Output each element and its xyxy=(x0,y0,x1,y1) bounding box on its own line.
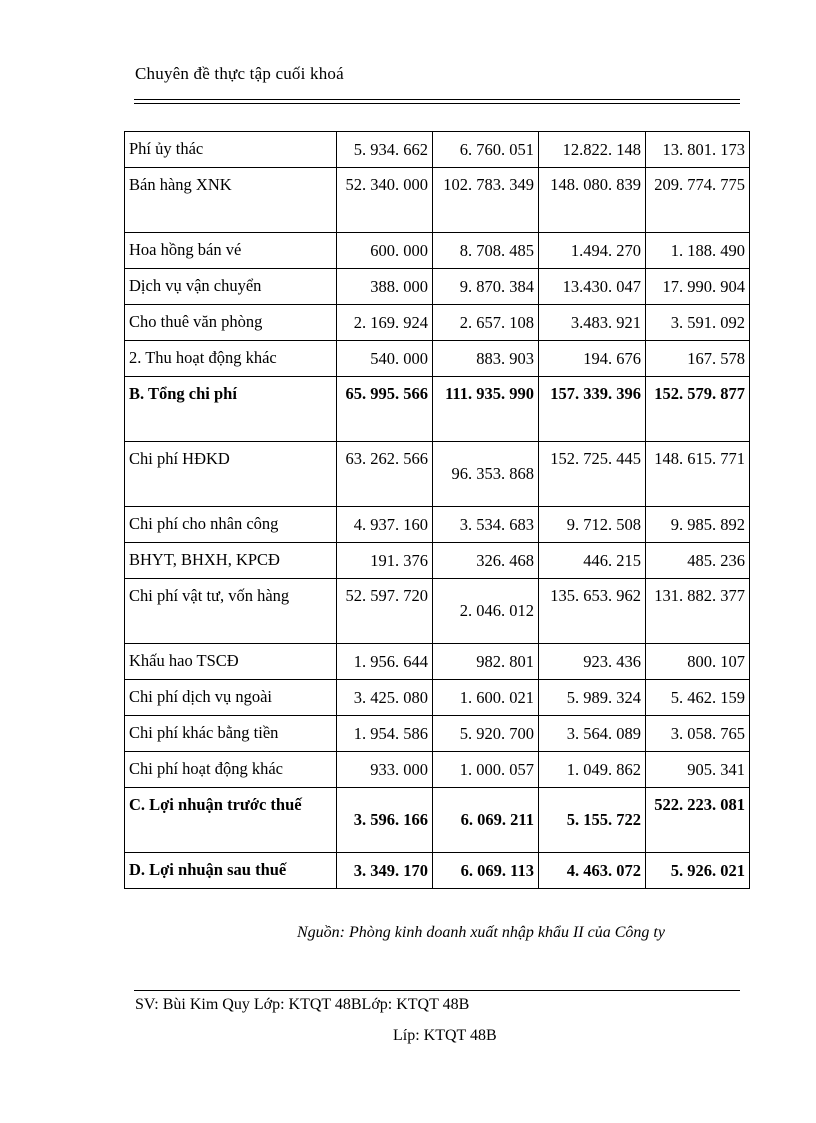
row-label: BHYT, BHXH, KPCĐ xyxy=(125,543,337,579)
value-cell: 5. 462. 159 xyxy=(646,680,750,716)
value-cell: 905. 341 xyxy=(646,752,750,788)
value-cell: 5. 155. 722 xyxy=(539,788,646,853)
value-cell: 135. 653. 962 xyxy=(539,579,646,644)
value-cell: 883. 903 xyxy=(433,341,539,377)
table-row xyxy=(125,377,750,442)
value-cell: 1. 000. 057 xyxy=(433,752,539,788)
value-cell: 8. 708. 485 xyxy=(433,233,539,269)
value-cell: 167. 578 xyxy=(646,341,750,377)
value-cell: 131. 882. 377 xyxy=(646,579,750,644)
value-cell: 5. 989. 324 xyxy=(539,680,646,716)
value-cell: 1. 600. 021 xyxy=(433,680,539,716)
value-cell: 209. 774. 775 xyxy=(646,168,750,233)
value-cell: 52. 340. 000 xyxy=(337,168,433,233)
table-row xyxy=(125,132,750,168)
value-cell: 157. 339. 396 xyxy=(539,377,646,442)
value-cell: 13. 801. 173 xyxy=(646,132,750,168)
value-cell: 6. 760. 051 xyxy=(433,132,539,168)
value-cell: 5. 926. 021 xyxy=(646,853,750,889)
value-cell: 6. 069. 113 xyxy=(433,853,539,889)
table-row xyxy=(125,853,750,889)
value-cell: 17. 990. 904 xyxy=(646,269,750,305)
value-cell: 6. 069. 211 xyxy=(433,788,539,853)
footer-rule xyxy=(134,990,740,991)
table-row xyxy=(125,233,750,269)
table-row xyxy=(125,507,750,543)
value-cell: 52. 597. 720 xyxy=(337,579,433,644)
row-label: Hoa hồng bán vé xyxy=(125,233,337,269)
value-cell: 3. 425. 080 xyxy=(337,680,433,716)
value-cell: 3. 596. 166 xyxy=(337,788,433,853)
row-label: C. Lợi nhuận trước thuế xyxy=(125,788,337,853)
table-row xyxy=(125,168,750,233)
financial-table xyxy=(124,131,750,889)
row-label: B. Tổng chi phí xyxy=(125,377,337,442)
value-cell: 3. 349. 170 xyxy=(337,853,433,889)
value-cell: 485. 236 xyxy=(646,543,750,579)
footer-class-info: Líp: KTQT 48B xyxy=(393,1027,497,1044)
value-cell: 9. 712. 508 xyxy=(539,507,646,543)
value-cell: 191. 376 xyxy=(337,543,433,579)
value-cell: 1. 956. 644 xyxy=(337,644,433,680)
value-cell: 1.494. 270 xyxy=(539,233,646,269)
table-row xyxy=(125,752,750,788)
value-cell: 12.822. 148 xyxy=(539,132,646,168)
row-label: Bán hàng XNK xyxy=(125,168,337,233)
value-cell: 148. 080. 839 xyxy=(539,168,646,233)
value-cell: 4. 463. 072 xyxy=(539,853,646,889)
row-label: Chi phí cho nhân công xyxy=(125,507,337,543)
table-row xyxy=(125,543,750,579)
value-cell: 194. 676 xyxy=(539,341,646,377)
value-cell: 5. 934. 662 xyxy=(337,132,433,168)
value-cell: 152. 579. 877 xyxy=(646,377,750,442)
value-cell: 2. 169. 924 xyxy=(337,305,433,341)
value-cell: 65. 995. 566 xyxy=(337,377,433,442)
table-row xyxy=(125,644,750,680)
row-label: Chi phí dịch vụ ngoài xyxy=(125,680,337,716)
value-cell: 9. 985. 892 xyxy=(646,507,750,543)
table-row xyxy=(125,579,750,644)
row-label: Phí ủy thác xyxy=(125,132,337,168)
table-row xyxy=(125,680,750,716)
value-cell: 9. 870. 384 xyxy=(433,269,539,305)
value-cell: 522. 223. 081 xyxy=(646,788,750,853)
row-label: Cho thuê văn phòng xyxy=(125,305,337,341)
value-cell: 3. 591. 092 xyxy=(646,305,750,341)
table-row xyxy=(125,442,750,507)
value-cell: 933. 000 xyxy=(337,752,433,788)
row-label: Chi phí vật tư, vốn hàng xyxy=(125,579,337,644)
value-cell: 1. 049. 862 xyxy=(539,752,646,788)
value-cell: 982. 801 xyxy=(433,644,539,680)
value-cell: 540. 000 xyxy=(337,341,433,377)
row-label: Khấu hao TSCĐ xyxy=(125,644,337,680)
value-cell: 3.483. 921 xyxy=(539,305,646,341)
value-cell: 4. 937. 160 xyxy=(337,507,433,543)
value-cell: 111. 935. 990 xyxy=(433,377,539,442)
table-row xyxy=(125,341,750,377)
value-cell: 1. 954. 586 xyxy=(337,716,433,752)
table-row xyxy=(125,305,750,341)
header-rule xyxy=(134,99,740,100)
value-cell: 63. 262. 566 xyxy=(337,442,433,507)
value-cell: 446. 215 xyxy=(539,543,646,579)
value-cell: 3. 534. 683 xyxy=(433,507,539,543)
footer-student-info: SV: Bùi Kim Quy Lớp: KTQT 48BLớp: KTQT 48B xyxy=(135,996,470,1013)
value-cell: 326. 468 xyxy=(433,543,539,579)
value-cell: 5. 920. 700 xyxy=(433,716,539,752)
value-cell: 148. 615. 771 xyxy=(646,442,750,507)
table-row xyxy=(125,716,750,752)
value-cell: 2. 657. 108 xyxy=(433,305,539,341)
value-cell: 102. 783. 349 xyxy=(433,168,539,233)
row-label: Chi phí hoạt động khác xyxy=(125,752,337,788)
value-cell: 96. 353. 868 xyxy=(433,442,539,507)
value-cell: 3. 058. 765 xyxy=(646,716,750,752)
page-header-title: Chuyên đề thực tập cuối khoá xyxy=(135,64,344,83)
value-cell: 923. 436 xyxy=(539,644,646,680)
value-cell: 3. 564. 089 xyxy=(539,716,646,752)
value-cell: 152. 725. 445 xyxy=(539,442,646,507)
header-rule-thin xyxy=(134,103,740,104)
row-label: D. Lợi nhuận sau thuế xyxy=(125,853,337,889)
row-label: Chi phí khác bằng tiền xyxy=(125,716,337,752)
source-note: Nguồn: Phòng kinh doanh xuất nhập khẩu II của Công ty xyxy=(297,924,665,941)
value-cell: 600. 000 xyxy=(337,233,433,269)
row-label: Chi phí HĐKD xyxy=(125,442,337,507)
value-cell: 388. 000 xyxy=(337,269,433,305)
row-label: 2. Thu hoạt động khác xyxy=(125,341,337,377)
value-cell: 13.430. 047 xyxy=(539,269,646,305)
value-cell: 800. 107 xyxy=(646,644,750,680)
value-cell: 1. 188. 490 xyxy=(646,233,750,269)
value-cell: 2. 046. 012 xyxy=(433,579,539,644)
table-row xyxy=(125,788,750,853)
table-row xyxy=(125,269,750,305)
row-label: Dịch vụ vận chuyển xyxy=(125,269,337,305)
